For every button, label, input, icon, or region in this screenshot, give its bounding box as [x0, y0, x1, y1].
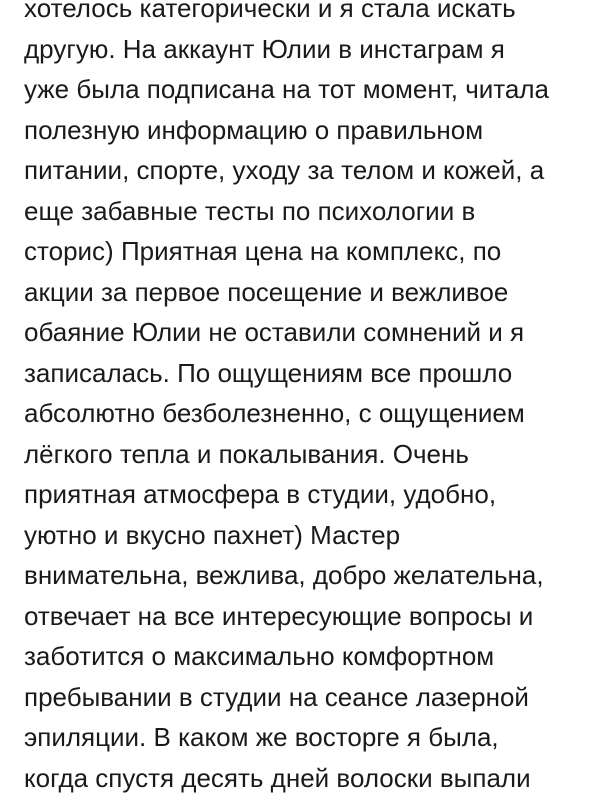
- review-line: внимательна, вежлива, добро желательна,: [24, 560, 544, 590]
- review-line: еще забавные тесты по психологии в: [24, 195, 476, 226]
- review-text: [24, 0, 604, 798]
- review-line: пребывании в студии на сеансе лазерной: [24, 681, 529, 712]
- review-line: обаяние Юлии не оставили сомнений и я: [24, 317, 525, 347]
- review-line: сторис) Приятная цена на комплекс, по: [24, 236, 502, 266]
- review-line: питании, спорте, уходу за телом и кожей, а: [24, 155, 545, 185]
- review-line: полезную информацию о правильном: [24, 114, 484, 145]
- review-line: уже была подписана на тот момент, читала: [24, 74, 550, 104]
- review-line: абсолютно безболезненно, с ощущением: [24, 398, 525, 428]
- review-line: когда спустя десять дней волоски выпали: [24, 762, 531, 793]
- review-line: хотелось категорически и я стала искать: [24, 0, 516, 23]
- review-line: эпиляции. В каком же восторге я была,: [24, 722, 499, 752]
- review-line: заботится о максимально комфортном: [24, 641, 495, 671]
- review-line: другую. На аккаунт Юлии в инстаграм я: [24, 33, 505, 64]
- review-line: лёгкого тепла и покалывания. Очень: [24, 438, 469, 469]
- review-line: уютно и вкусно пахнет) Мастер: [24, 519, 401, 550]
- review-line: записалась. По ощущениям все прошло: [24, 357, 513, 388]
- review-line: акции за первое посещение и вежливое: [24, 276, 509, 307]
- review-line: приятная атмосфера в студии, удобно,: [24, 479, 497, 509]
- review-line: отвечает на все интересующие вопросы и: [24, 600, 534, 631]
